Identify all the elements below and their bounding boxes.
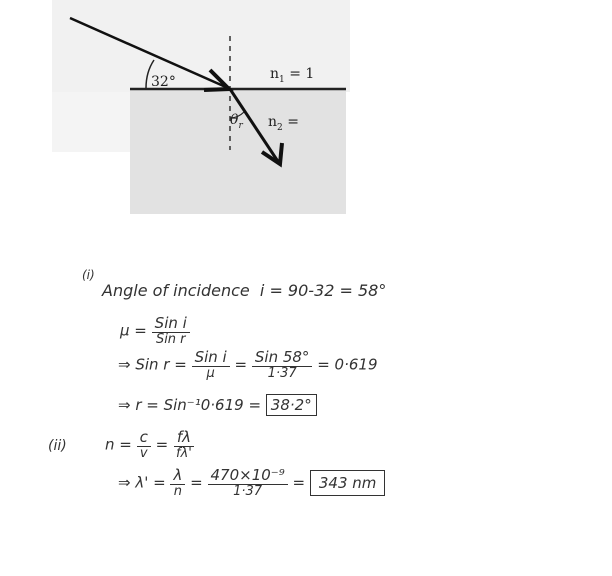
glass-block-shadow [52,92,130,152]
lambda-equals-1: = [190,473,203,492]
refraction-diagram [0,0,612,240]
theta-symbol: θ [230,112,239,128]
n-numerator-2: fλ [174,430,194,447]
lambda-fraction-1 [170,468,185,498]
glass-block [130,89,346,214]
r-equation [118,396,317,414]
n1-subscript: 1 [279,74,285,85]
mu-denominator: Sin r [155,331,186,347]
angle-label: 32° [151,74,176,90]
sinr-fraction-1 [192,350,230,380]
n2-symbol: n [268,114,278,130]
n-fraction-1 [137,430,151,460]
n-denominator-2: fλ' [176,445,192,461]
mu-fraction [152,316,190,346]
sinr-lhs: ⇒ Sin r = [118,355,187,374]
lambda-numerator-1: λ [170,468,185,485]
sinr-result: = 0·619 [317,355,378,374]
theta-label [230,112,243,131]
lambda-lhs: ⇒ λ' = [118,473,166,492]
r-lhs: ⇒ r = Sin⁻¹0·619 = [118,396,262,414]
lambda-answer-box: 343 nm [310,470,386,496]
sinr-fraction-2 [252,350,313,380]
sinr-equals: = [234,355,248,374]
sinr-numerator-1: Sin i [192,350,230,367]
mu-numerator: Sin i [152,316,190,333]
n2-subscript: 2 [277,122,283,133]
lambda-equation [118,468,385,498]
n-equation [105,430,195,460]
lambda-numerator-2: 470×10⁻⁹ [208,468,288,485]
lambda-denominator-1: n [173,483,183,499]
n1-label [270,66,314,85]
n1-value: = 1 [289,66,315,82]
mu-lhs: μ = [120,321,147,340]
n-numerator-1: c [137,430,151,447]
incidence-equation: i = 90-32 = 58° [259,281,387,300]
lambda-equals-2: = [292,473,306,492]
r-answer-box: 38·2° [266,394,317,416]
lambda-denominator-2: 1·37 [233,483,263,499]
part1-marker: (i) [82,268,95,282]
theta-subscript: r [238,120,243,131]
n-fraction-2 [173,430,195,460]
n-lhs: n = [105,435,132,454]
sinr-equation [118,350,378,380]
sinr-denominator-2: 1·37 [267,365,297,381]
n2-value: = [287,114,299,130]
n1-symbol: n [270,66,280,82]
lambda-fraction-2 [208,468,288,498]
n2-label [268,114,299,133]
incidence-text: Angle of incidence [102,281,250,300]
sinr-denominator-1: μ [206,365,215,381]
n-equals: = [155,435,169,454]
mu-equation [120,316,190,346]
sinr-numerator-2: Sin 58° [252,350,313,367]
incidence-line [102,281,386,300]
part2-marker: (ii) [48,438,67,454]
n-denominator-1: v [139,445,148,461]
